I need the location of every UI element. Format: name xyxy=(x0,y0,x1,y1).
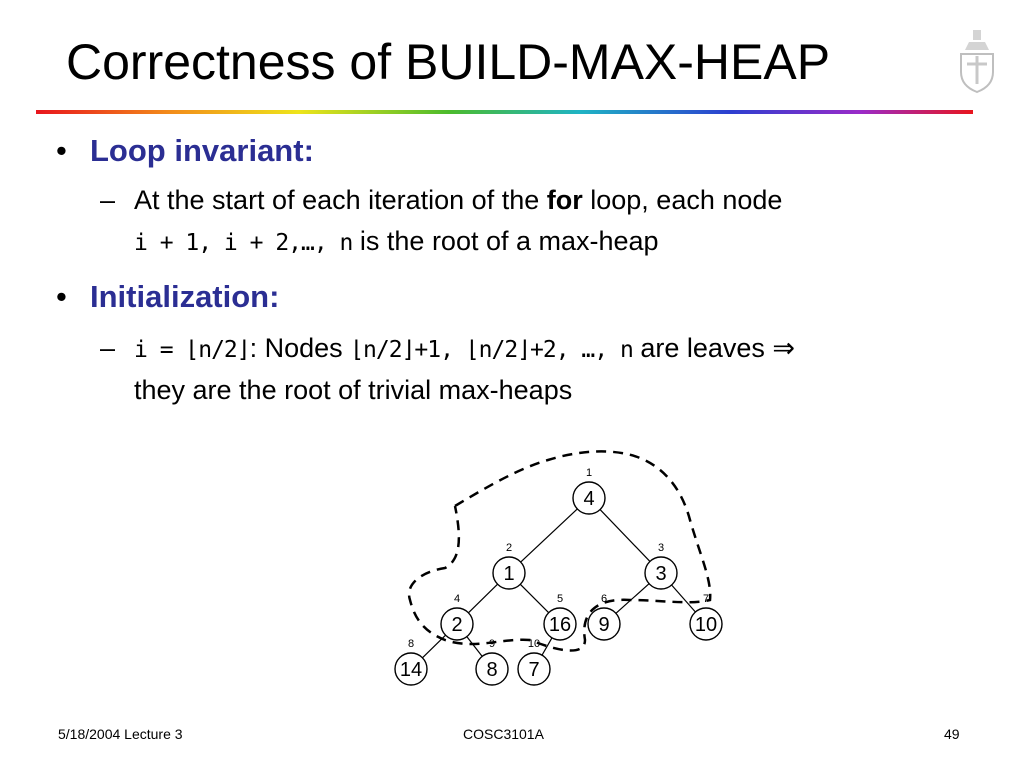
keyword-for: for xyxy=(546,185,583,215)
sub-text: : Nodes xyxy=(249,333,351,363)
footer-date: 5/18/2004 Lecture 3 xyxy=(58,726,183,742)
node-value: 10 xyxy=(694,614,718,636)
sub-text: loop, each node xyxy=(582,185,783,215)
tree-edge xyxy=(672,585,696,612)
node-value: 9 xyxy=(598,614,610,636)
implies-symbol: ⇒ xyxy=(772,333,796,363)
tree-edge xyxy=(616,584,649,614)
dash-icon: – xyxy=(100,333,116,363)
node-index-label: 7 xyxy=(702,593,710,605)
heap-node xyxy=(645,542,677,589)
math-expression: i = ⌊n/2⌋ xyxy=(134,337,250,363)
node-value: 2 xyxy=(451,614,463,636)
heap-node xyxy=(476,638,508,685)
heap-node xyxy=(573,467,605,514)
node-value: 1 xyxy=(503,563,515,585)
sub-text: they are the root of trivial max-heaps xyxy=(134,375,573,405)
heap-node xyxy=(588,593,620,640)
slide-title: Correctness of BUILD-MAX-HEAP xyxy=(66,34,831,90)
sub-text: At the start of each iteration of the xyxy=(134,185,547,215)
tree-edge xyxy=(520,584,548,612)
tree-edge xyxy=(468,584,497,613)
bullet-heading: Loop invariant: xyxy=(90,133,314,168)
heap-node xyxy=(441,593,473,640)
node-index-label: 8 xyxy=(407,638,415,650)
footer-page-number: 49 xyxy=(944,726,960,742)
node-value: 14 xyxy=(399,659,423,681)
node-index-label: 2 xyxy=(505,542,513,554)
node-value: 3 xyxy=(655,563,667,585)
sub-text: is the root of a max-heap xyxy=(352,226,659,256)
bullet-heading: Initialization: xyxy=(90,279,280,314)
bullet-dot-icon: • xyxy=(56,133,67,168)
footer-course: COSC3101A xyxy=(463,726,544,742)
node-index-label: 6 xyxy=(600,593,608,605)
heap-node xyxy=(395,638,427,685)
sub-text: are leaves xyxy=(632,333,773,363)
node-value: 4 xyxy=(583,488,595,510)
node-value: 7 xyxy=(528,659,540,681)
node-value: 8 xyxy=(486,659,498,681)
tree-edge xyxy=(600,510,650,562)
node-index-label: 10 xyxy=(527,638,541,650)
tree-edge xyxy=(521,509,578,562)
tree-edge xyxy=(467,637,482,657)
heap-node xyxy=(493,542,525,589)
node-index-label: 9 xyxy=(488,638,496,650)
node-index-label: 4 xyxy=(453,593,461,605)
tree-edge xyxy=(542,638,552,655)
bullet-dot-icon: • xyxy=(56,279,67,314)
node-index-label: 3 xyxy=(657,542,665,554)
node-index-label: 5 xyxy=(556,593,564,605)
tree-edge xyxy=(422,635,445,658)
node-value: 16 xyxy=(548,614,572,636)
math-expression: ⌊n/2⌋+1, ⌊n/2⌋+2, …, n xyxy=(350,337,633,363)
heap-node xyxy=(690,593,722,640)
math-expression: i + 1, i + 2,…, n xyxy=(134,230,353,256)
heap-node xyxy=(544,593,576,640)
dash-icon: – xyxy=(100,185,116,215)
node-index-label: 1 xyxy=(585,467,593,479)
